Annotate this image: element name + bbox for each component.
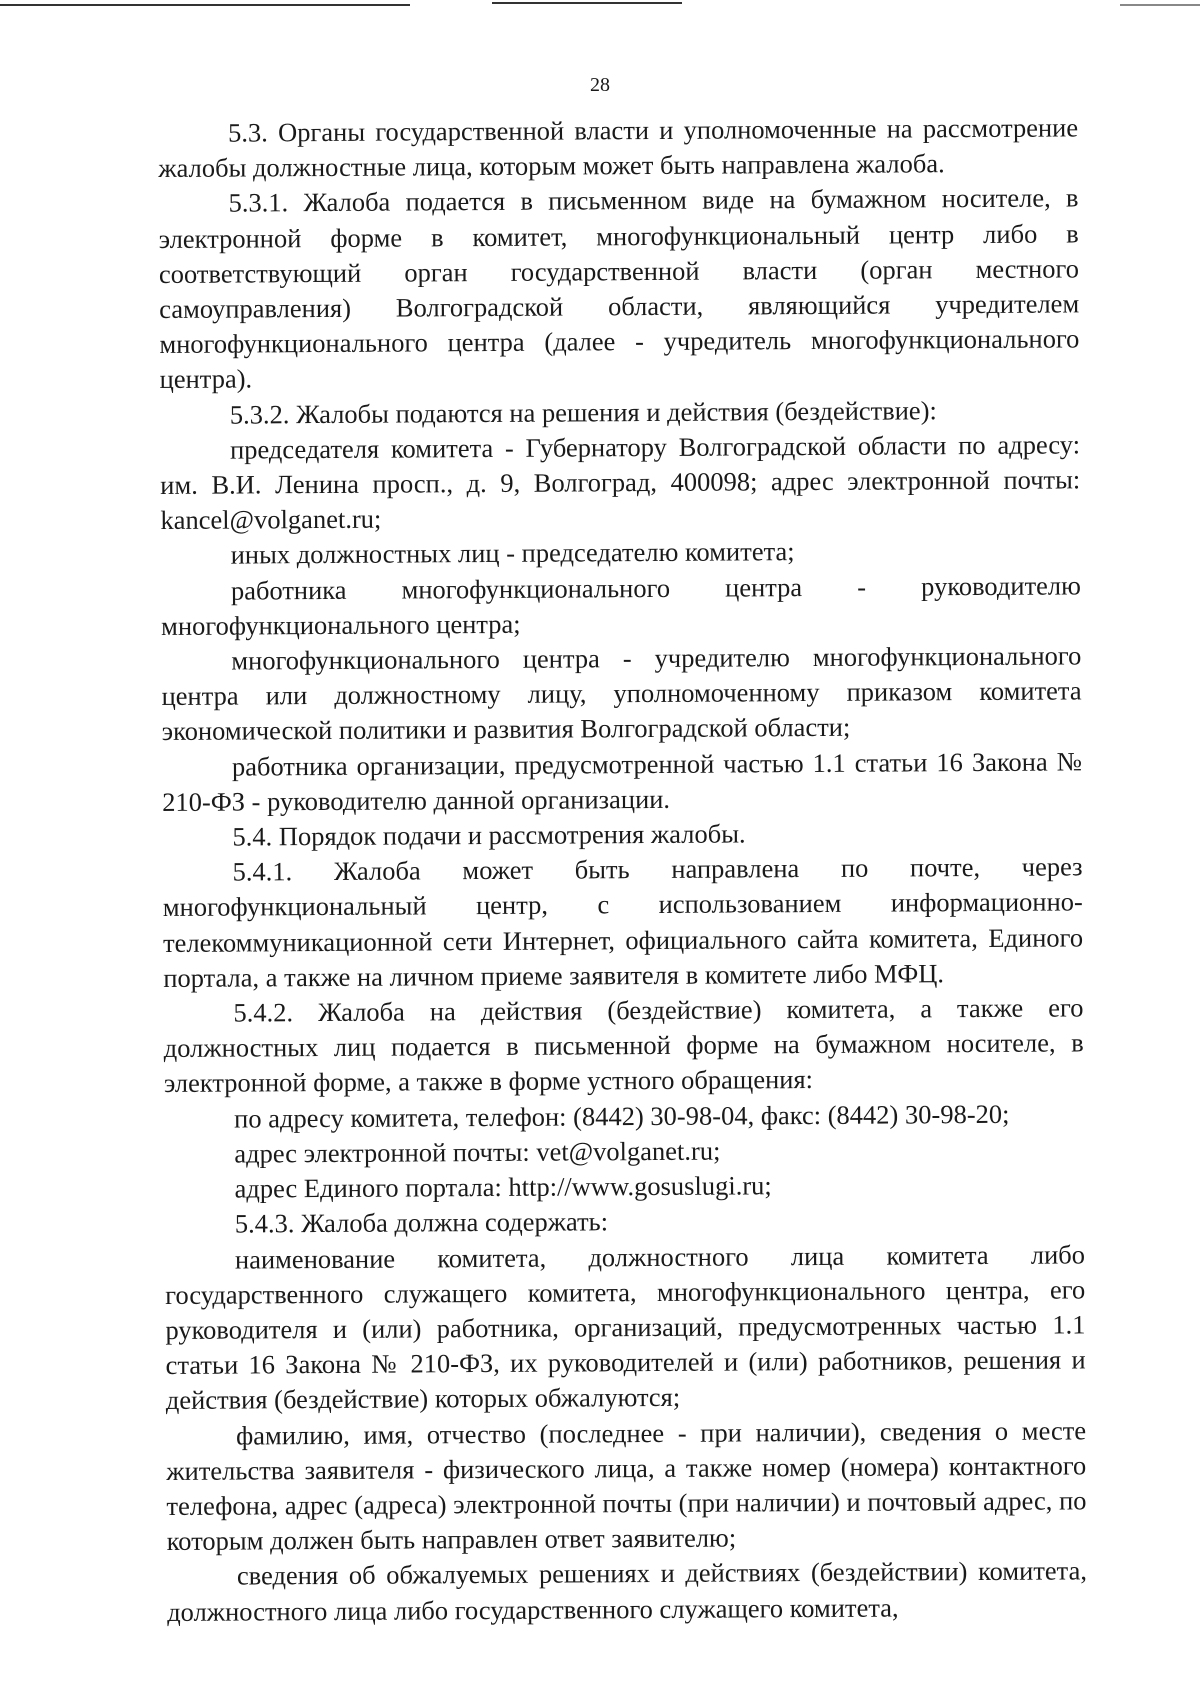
paragraph-committee-address: по адресу комитета, телефон: (8442) 30-98-04, факс: (8442) 30-98-20; bbox=[234, 1098, 1010, 1134]
paragraph-email-address: адрес электронной почты: vet@volganet.ru; bbox=[234, 1135, 721, 1169]
paragraph-other-officials: иных должностных лиц - председателю комитета; bbox=[230, 536, 795, 571]
paragraph-requirement-decisions: сведения об обжалуемых решениях и действиях (бездействии) комитета, должностного лица либо государственного служащего комитета, bbox=[167, 1555, 1087, 1627]
paragraph-mfc: многофункционального центра - учредителю многофункционального центра или должностному лицу, уполномоченному приказом комитета экономической политики и развития Волгоградской области; bbox=[161, 640, 1082, 747]
paragraph-mfc-employee: работника многофункционального центра - руководителю многофункционального центра; bbox=[161, 570, 1081, 641]
paragraph-organization-employee: работника организации, предусмотренной частью 1.1 статьи 16 Закона № 210-ФЗ - руководителю данной организации. bbox=[162, 746, 1083, 817]
scan-edge-line-middle bbox=[492, 2, 682, 4]
paragraph-requirement-name: наименование комитета, должностного лица комитета либо государственного служащего комитета, многофункционального центра, его руководителя и (или) работника, организаций, предусмотренных частью 1.1 статьи 16 Закона № 210-ФЗ, их руководителей и (или) работников, решения и действия (бездействие) которых обжалуются; bbox=[165, 1238, 1086, 1416]
scan-edge-line-left bbox=[0, 4, 410, 6]
paragraph-5-4: 5.4. Порядок подачи и рассмотрения жалобы. bbox=[232, 818, 746, 852]
paragraph-5-3: 5.3. Органы государственной власти и уполномоченные на рассмотрение жалобы должностные лица, которым может быть направлена жалоба. bbox=[158, 112, 1079, 184]
scan-edge-line-right bbox=[1120, 4, 1200, 6]
paragraph-requirement-applicant: фамилию, имя, отчество (последнее - при наличии), сведения о месте жительства заявителя - физического лица, а также номер (номера) контактного телефона, адрес (адреса) электронной почты (при наличии) и почтовый адрес, по которым должен быть направлен ответ заявителю; bbox=[166, 1414, 1087, 1557]
paragraph-5-4-2: 5.4.2. Жалоба на действия (бездействие) комитета, а также его должностных лиц подается в письменной форме на бумажном носителе, в электронной форме, а также в форме устного обращения: bbox=[163, 992, 1084, 1099]
paragraph-5-4-3: 5.4.3. Жалоба должна содержать: bbox=[234, 1206, 609, 1239]
page-number: 28 bbox=[590, 74, 610, 96]
paragraph-5-3-2: 5.3.2. Жалобы подаются на решения и действия (бездействие): bbox=[229, 394, 937, 430]
paragraph-chairman: председателя комитета - Губернатору Волгоградской области по адресу: им. В.И. Ленина просп., д. 9, Волгоград, 400098; адрес электронной почты: kancel@volganet.ru; bbox=[160, 429, 1081, 536]
paragraph-portal-address: адрес Единого портала: http://www.gosuslugi.ru; bbox=[234, 1170, 772, 1204]
document-body bbox=[158, 110, 1087, 1629]
paragraph-5-3-1: 5.3.1. Жалоба подается в письменном виде на бумажном носителе, в электронной форме в комитет, многофункциональный центр либо в соответствующий орган государственной власти (орган местного самоуправления) Волгоградской области, являющийся учредителем многофункционального центра (далее - учредитель многофункционального центра). bbox=[158, 182, 1080, 395]
paragraph-5-4-1: 5.4.1. Жалоба может быть направлена по почте, через многофункциональный центр, с использованием информационно-телекоммуникационной сети Интернет, официального сайта комитета, Единого портала, а также на личном приеме заявителя в комитете либо МФЦ. bbox=[162, 851, 1084, 993]
